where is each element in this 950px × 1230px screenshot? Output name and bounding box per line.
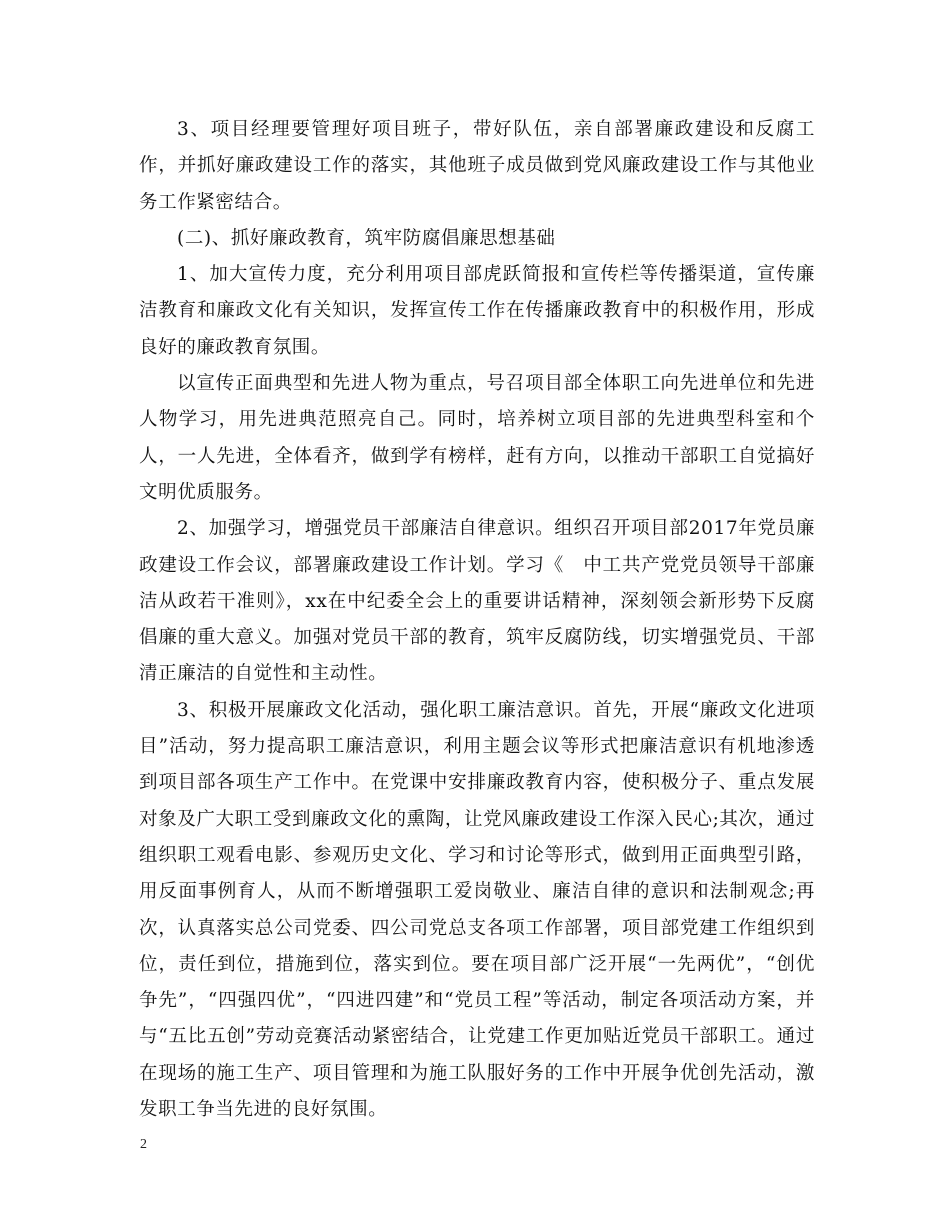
document-body bbox=[139, 112, 815, 1128]
paragraph-culture-activities: 3、积极开展廉政文化活动，强化职工廉洁意识。首先，开展“廉政文化进项目”活动，努力提高职工廉洁意识，利用主题会议等形式把廉洁意识有机地渗透到项目部各项生产工作中。在党课中安排廉政教育内容，使积极分子、重点发展对象及广大职工受到廉政文化的熏陶，让党风廉政建设工作深入民心;其次，通过组织职工观看电影、参观历史文化、学习和讨论等形式，做到用正面典型引路，用反面事例育人，从而不断增强职工爱岗敬业、廉洁自律的意识和法制观念;再次，认真落实总公司党委、四公司党总支各项工作部署，项目部党建工作组织到位，责任到位，措施到位，落实到位。要在项目部广泛开展“一先两优”，“创优争先”，“四强四优”，“四进四建”和“党员工程”等活动，制定各项活动方案，并与“五比五创”劳动竞赛活动紧密结合，让党建工作更加贴近党员干部职工。通过在现场的施工生产、项目管理和为施工队服好务的工作中开展争优创先活动，激发职工争当先进的良好氛围。 bbox=[139, 699, 815, 1121]
section-heading-2: (二)、抓好廉政教育，筑牢防腐倡廉思想基础 bbox=[177, 227, 556, 249]
paragraph-role-models: 以宣传正面典型和先进人物为重点，号召项目部全体职工向先进单位和先进人物学习，用先进典范照亮自己。同时，培养树立项目部的先进典型科室和个人，一人先进，全体看齐，做到学有榜样，赶有方向，以推动干部职工自觉搞好文明优质服务。 bbox=[139, 373, 815, 503]
paragraph-study: 2、加强学习，增强党员干部廉洁自律意识。组织召开项目部2017年党员廉政建设工作会议，部署廉政建设工作计划。学习《 中工共产党党员领导干部廉洁从政若干准则》，xx在中纪委全会上的重要讲话精神，深刻领会新形势下反腐倡廉的重大意义。加强对党员干部的教育，筑牢反腐防线，切实增强党员、干部清正廉洁的自觉性和主动性。 bbox=[139, 518, 815, 685]
paragraph-item-3-leadership: 3、项目经理要管理好项目班子，带好队伍，亲自部署廉政建设和反腐工作，并抓好廉政建设工作的落实，其他班子成员做到党风廉政建设工作与其他业务工作紧密结合。 bbox=[139, 119, 815, 213]
page-number: 2 bbox=[140, 1137, 147, 1152]
paragraph-publicity: 1、加大宣传力度，充分利用项目部虎跃简报和宣传栏等传播渠道，宣传廉洁教育和廉政文化有关知识，发挥宣传工作在传播廉政教育中的积极作用，形成良好的廉政教育氛围。 bbox=[139, 264, 815, 358]
